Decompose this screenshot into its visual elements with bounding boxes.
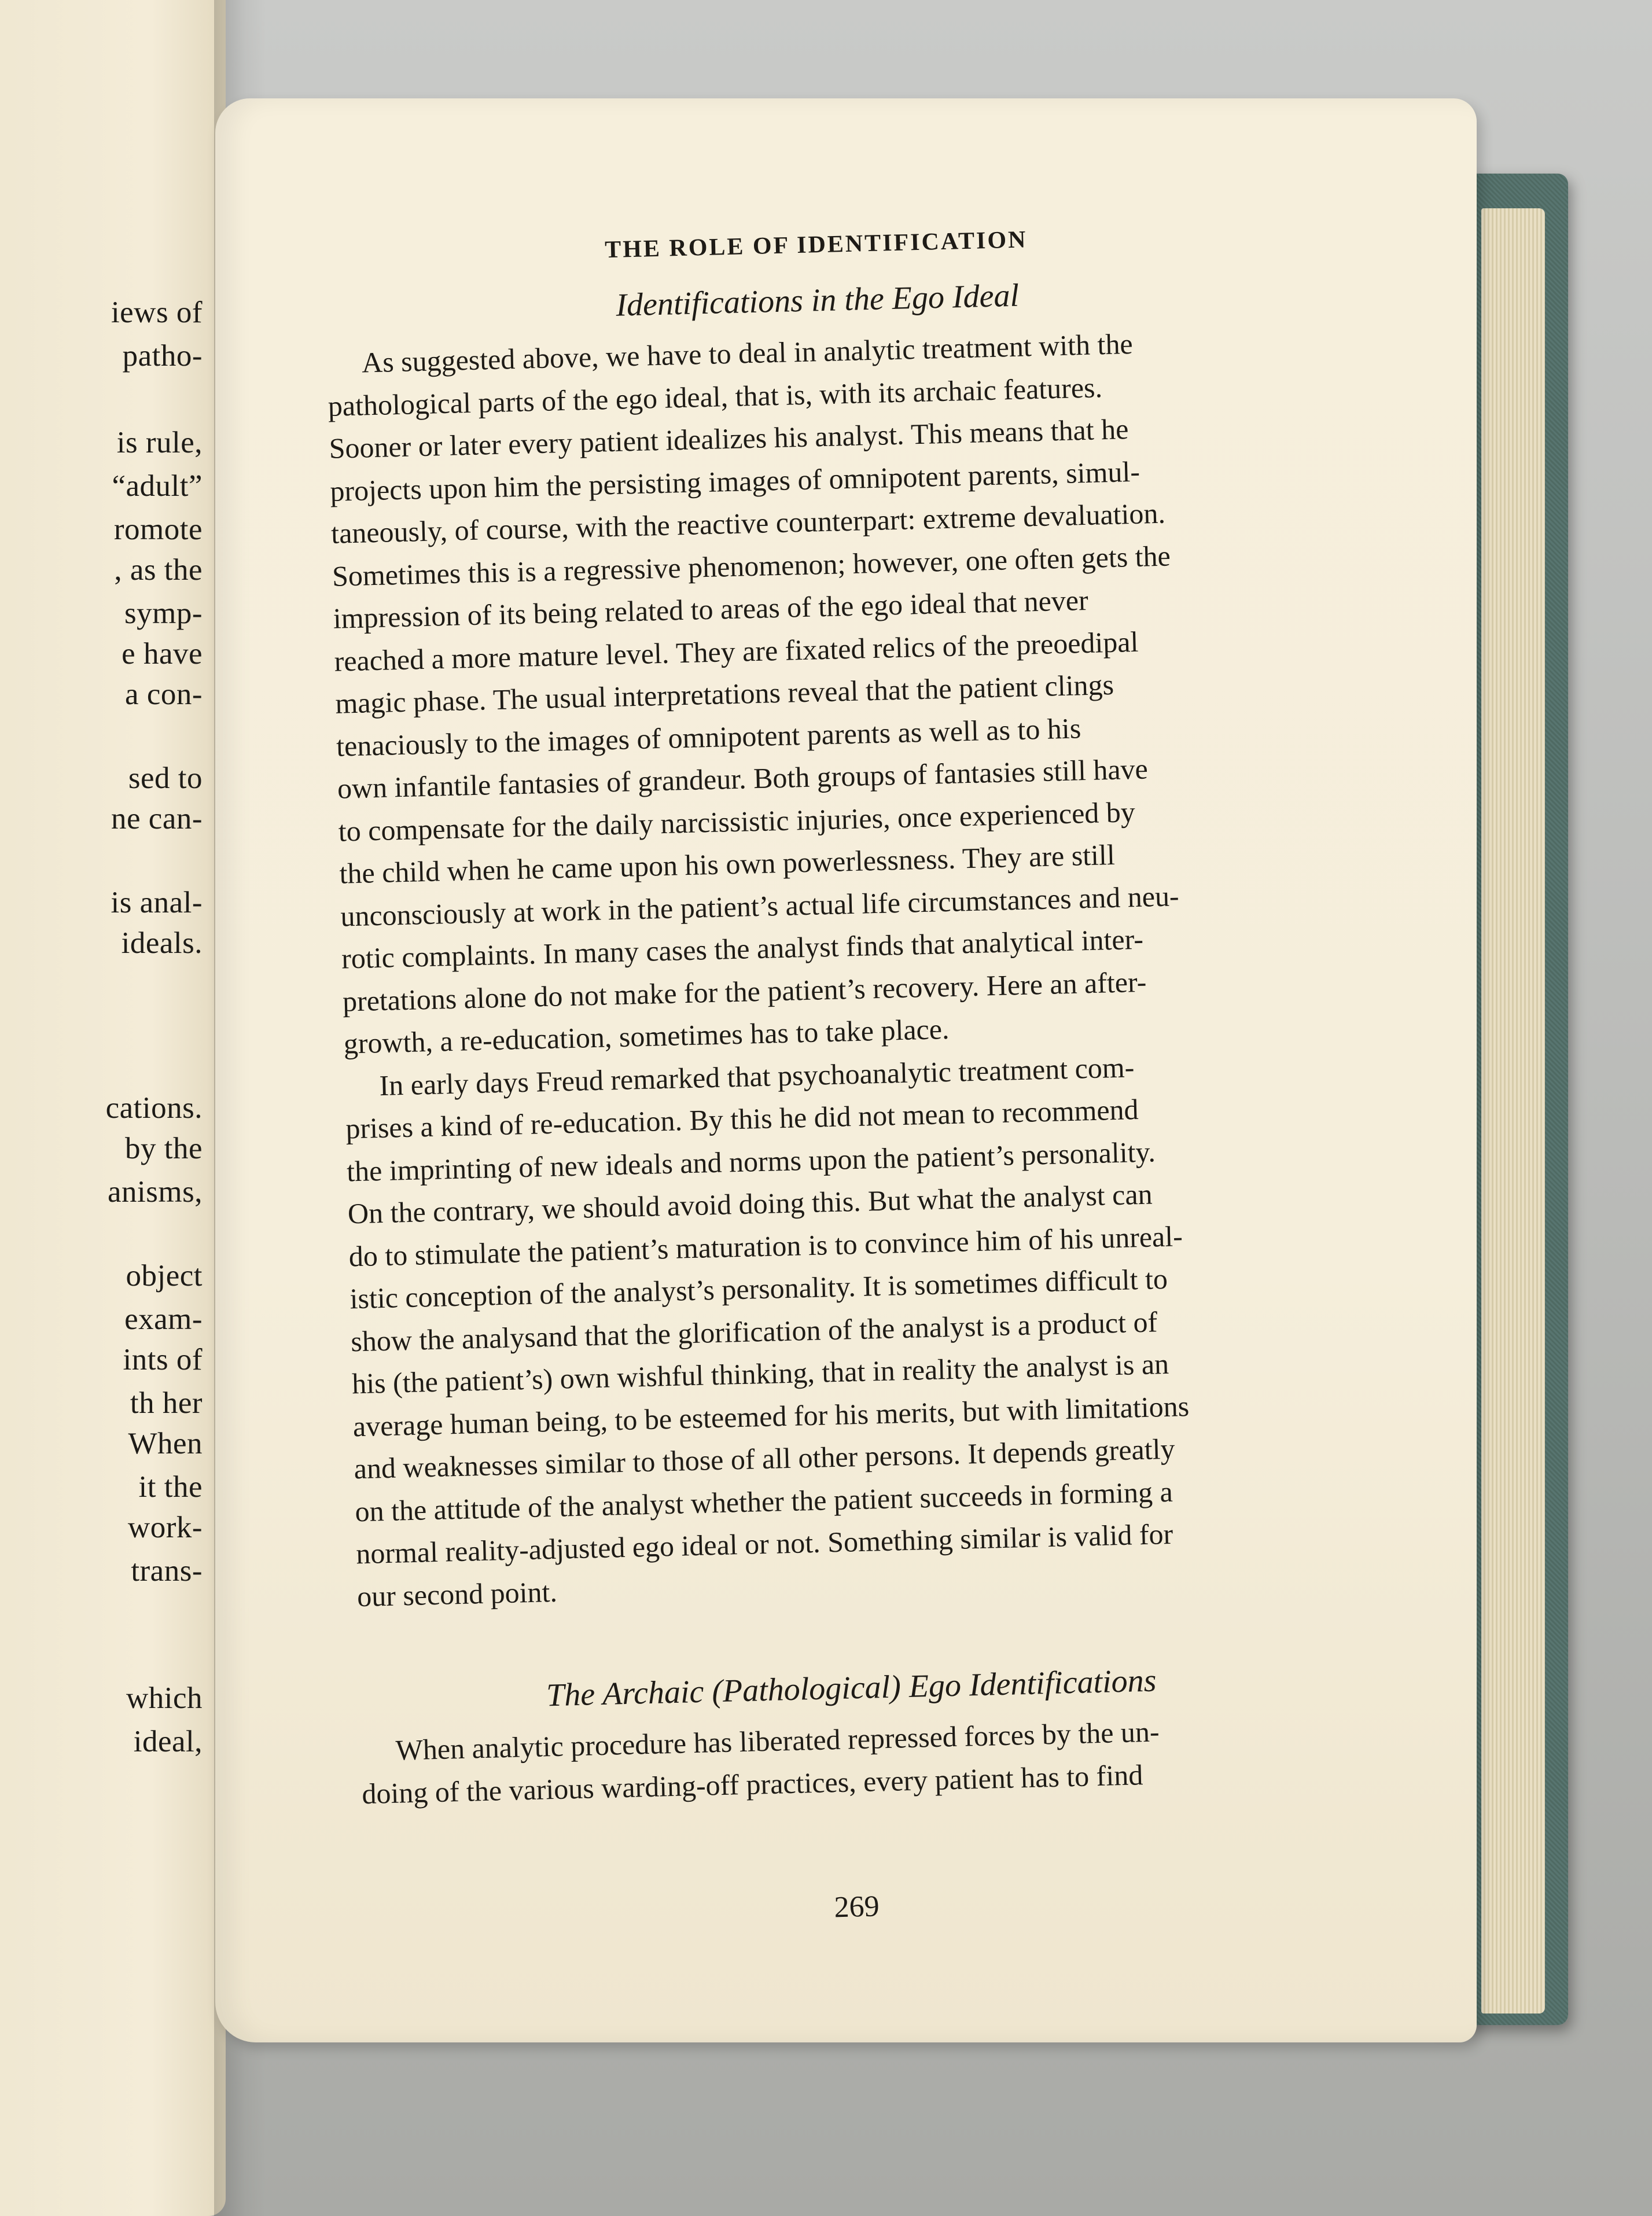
text-line: and weaknesses similar to those of all other persons. It depends greatly (354, 1432, 1176, 1485)
left-fragment: iews of (111, 296, 203, 329)
page-edges (1481, 208, 1545, 2013)
left-fragment: is anal- (111, 886, 203, 919)
left-fragment: is rule, (116, 426, 203, 459)
left-fragment: “adult” (112, 469, 203, 503)
text-line: unconsciously at work in the patient’s actual life circumstances and neu- (340, 879, 1180, 933)
text-line: prises a kind of re-education. By this he did not mean to recommend (345, 1093, 1139, 1145)
left-page (0, 0, 226, 2216)
text-line: In early days Freud remarked that psychoanalytic treatment com- (378, 1050, 1135, 1102)
left-fragment: ideals. (121, 926, 203, 960)
text-line: impression of its being related to areas of the ego ideal that never (333, 583, 1089, 635)
left-fragment: ne can- (111, 802, 203, 835)
left-fragment: anisms, (108, 1175, 203, 1209)
left-fragment: ideal, (133, 1725, 203, 1758)
text-line: On the contrary, we should avoid doing this. But what the analyst can (347, 1177, 1153, 1230)
text-line: show the analysand that the glorification of the analyst is a product of (350, 1305, 1158, 1357)
text-line: normal reality-adjusted ego ideal or not. Something similar is valid for (355, 1517, 1173, 1570)
left-fragment: When (128, 1427, 203, 1460)
left-fragment: symp- (124, 597, 203, 630)
left-fragment: e have (122, 637, 203, 671)
left-fragment: , as the (114, 553, 203, 587)
page-text (324, 219, 1349, 1936)
left-fragment: a con- (125, 678, 203, 711)
left-fragment: th her (130, 1386, 203, 1420)
text-line: own infantile fantasies of grandeur. Both groups of fantasies still have (337, 752, 1149, 805)
left-fragment: trans- (131, 1554, 203, 1588)
text-line: Sometimes this is a regressive phenomenon; however, one often gets the (332, 539, 1171, 592)
left-fragment: romote (113, 513, 203, 546)
text-line: to compensate for the daily narcissistic injuries, once experienced by (338, 795, 1136, 848)
left-fragment: which (126, 1681, 203, 1715)
text-line: As suggested above, we have to deal in analytic treatment with the (361, 327, 1134, 379)
text-line: istic conception of the analyst’s personality. It is sometimes difficult to (349, 1262, 1168, 1315)
text-line: pretations alone do not make for the patient’s recovery. Here an after- (342, 965, 1147, 1018)
text-line: the imprinting of new ideals and norms upon the patient’s personality. (346, 1135, 1156, 1188)
paragraph-2 (344, 1041, 1341, 1618)
page-number: 269 (833, 1890, 880, 1924)
left-fragment: work- (127, 1511, 203, 1544)
text-line: do to stimulate the patient’s maturation is to convince him of his unreal- (348, 1219, 1183, 1272)
left-fragment: patho- (122, 339, 203, 373)
running-head: THE ROLE OF IDENTIFICATION (604, 226, 1028, 264)
text-line: growth, a re-education, sometimes has to take place. (343, 1013, 950, 1060)
text-line: the child when he came upon his own powerlessness. They are still (339, 838, 1116, 890)
paragraph-1 (326, 318, 1327, 1065)
left-fragment: cations. (105, 1091, 203, 1125)
text-line: rotic complaints. In many cases the analyst finds that analytical inter- (341, 922, 1144, 975)
left-fragment: exam- (124, 1302, 203, 1336)
paragraph-3 (360, 1706, 1346, 1815)
text-line: reached a more mature level. They are fixated relics of the preoedipal (333, 625, 1139, 678)
left-fragment: ints of (123, 1343, 203, 1376)
text-line: our second point. (356, 1575, 558, 1613)
left-fragment: by the (125, 1132, 203, 1165)
section-title-ego-ideal: Identifications in the Ego Ideal (615, 277, 1020, 323)
left-fragment: sed to (128, 761, 203, 795)
text-line: When analytic procedure has liberated repressed forces by the un- (395, 1715, 1160, 1766)
text-line: Sooner or later every patient idealizes his analyst. This means that he (328, 413, 1129, 465)
left-fragment: it the (138, 1470, 203, 1504)
text-line: tenaciously to the images of omnipotent parents as well as to his (336, 711, 1081, 763)
text-line: doing of the various warding-off practices, every patient has to find (361, 1758, 1143, 1810)
text-line: his (the patient’s) own wishful thinking, that in reality the analyst is an (351, 1347, 1169, 1400)
text-line: projects upon him the persisting images of omnipotent parents, simul- (329, 455, 1140, 507)
section-title-archaic: The Archaic (Pathological) Ego Identifications (546, 1662, 1157, 1714)
text-line: pathological parts of the ego ideal, that is, with its archaic features. (328, 370, 1103, 422)
text-line: on the attitude of the analyst whether the patient succeeds in forming a (354, 1475, 1173, 1527)
text-line: taneously, of course, with the reactive counterpart: extreme devaluation. (330, 496, 1166, 550)
text-line: magic phase. The usual interpretations reveal that the patient clings (334, 668, 1114, 720)
text-line: average human being, to be esteemed for his merits, but with limitations (352, 1389, 1190, 1442)
left-fragment: object (126, 1259, 203, 1293)
